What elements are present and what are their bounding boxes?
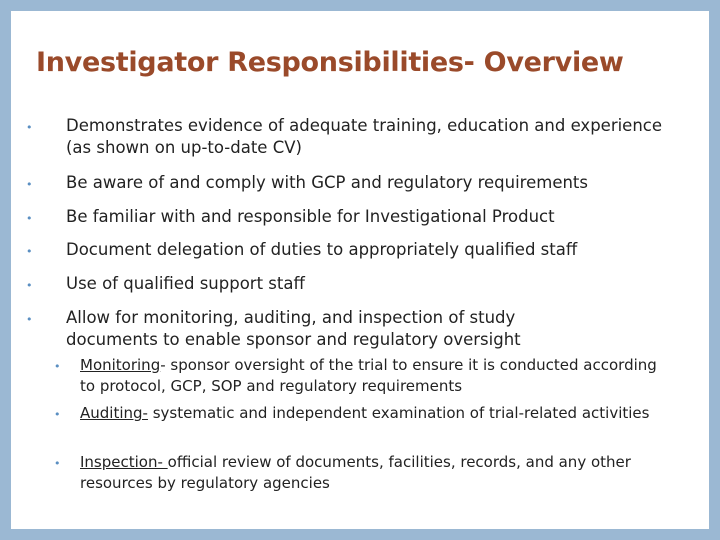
sub-bullet-item [54,452,660,494]
bullet-icon: • [26,313,33,326]
bullet-icon: • [26,279,33,292]
bullet-item [26,172,676,194]
bullet-text: Allow for monitoring, auditing, and inspection of study documents to enable sponsor and regulatory oversight [66,308,521,349]
sub-bullet-text: - sponsor oversight of the trial to ensure it is conducted according to protocol, GCP, SOP and regulatory requirements [80,356,657,395]
sub-bullet-term: Auditing- [80,404,148,422]
sub-bullet-item [54,403,660,424]
sub-bullet-text: systematic and independent examination of trial-related activities [147,404,650,422]
bullet-text: Be aware of and comply with GCP and regulatory requirements [66,173,588,192]
bullet-icon: • [26,178,33,191]
bullet-text: Use of qualified support staff [66,274,305,293]
bullet-icon: • [54,408,61,421]
bullet-item [26,307,586,351]
sub-bullet-term: Monitoring [80,356,161,374]
bullet-text: Demonstrates evidence of adequate training, education and experience (as shown on up-to-date CV) [66,116,663,157]
sub-bullet-text: official review of documents, facilities, records, and any other resources by regulatory agencies [80,453,631,492]
bullet-item [26,239,676,261]
slide [11,11,709,529]
bullet-icon: • [54,360,61,373]
bullet-text: Be familiar with and responsible for Investigational Product [66,207,555,226]
bullet-item [26,273,676,295]
slide-title: Investigator Responsibilities- Overview [36,47,624,78]
bullet-icon: • [26,245,33,258]
bullet-icon: • [26,121,33,134]
bullet-icon: • [26,212,33,225]
sub-bullet-item [54,355,660,397]
bullet-icon: • [54,457,61,470]
bullet-item [26,115,676,159]
bullet-text: Document delegation of duties to appropriately qualified staff [66,240,578,259]
bullet-item [26,206,676,228]
sub-bullet-term: Inspection- [80,453,168,471]
